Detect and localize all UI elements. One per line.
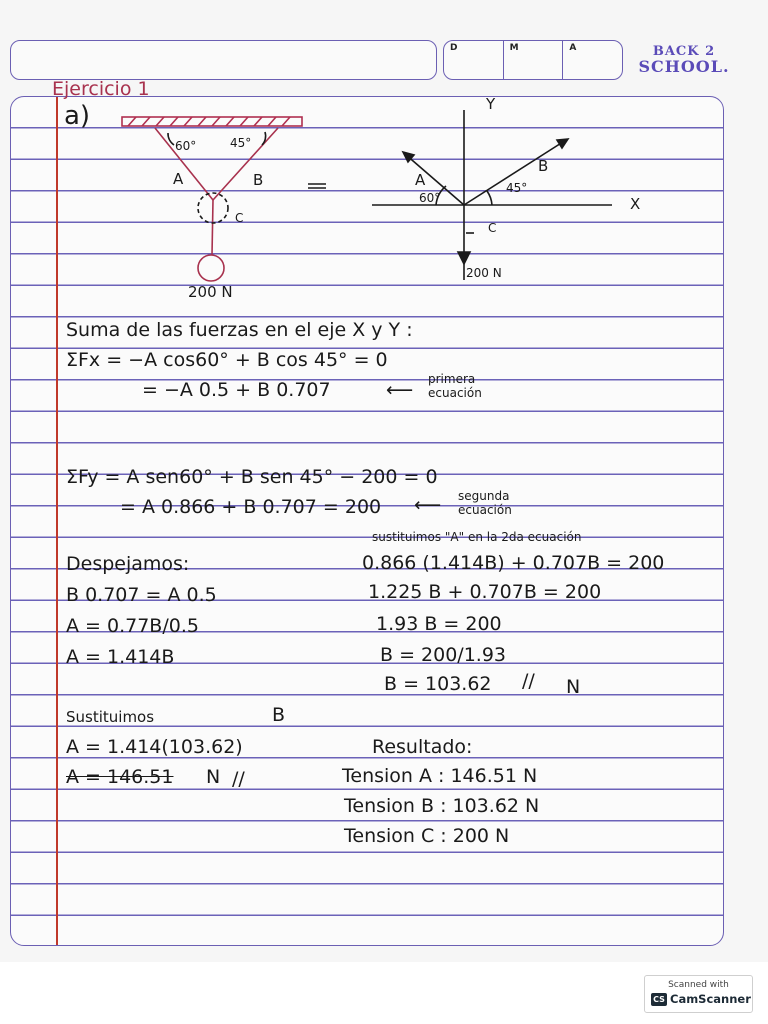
date-month-cell: M — [504, 41, 564, 79]
results-title: Resultado: — [372, 736, 473, 758]
result-b-unit: N — [566, 676, 581, 698]
exercise-title: Ejercicio 1 — [52, 78, 150, 100]
sum-fy: ΣFy = A sen60° + B sen 45° − 200 = 0 — [66, 466, 438, 488]
tension-b: Tension B : 103.62 N — [344, 795, 540, 817]
result-b-value: B = 103.62 — [384, 673, 492, 695]
load-label: 200 N — [188, 283, 233, 301]
vector-load-label: 200 N — [466, 266, 502, 280]
angle-left-label: 60° — [175, 139, 197, 153]
vector-b-angle: 45° — [506, 181, 528, 195]
vector-a-label: A — [415, 171, 426, 189]
camscanner-logo-icon: CS — [651, 993, 667, 1006]
substitution-title: sustituimos "A" en la 2da ecuación — [372, 530, 582, 544]
isolate-step-2: A = 0.77B/0.5 — [66, 615, 199, 637]
substitute-variable: B — [272, 704, 286, 726]
free-body-sketch — [122, 117, 302, 281]
a-value: A = 146.51 — [66, 766, 174, 788]
tension-c: Tension C : 200 N — [344, 825, 510, 847]
sum-fx: ΣFx = −A cos60° + B cos 45° = 0 — [66, 349, 388, 371]
angle-right-label: 45° — [230, 136, 252, 150]
note-first-equation: primera ecuación — [428, 372, 482, 400]
sum-fy-reduced: = A 0.866 + B 0.707 = 200 — [120, 496, 382, 518]
date-day-cell: D — [444, 41, 504, 79]
note-second-equation: segunda ecuación — [458, 489, 512, 517]
sum-intro: Suma de las fuerzas en el eje X y Y : — [66, 319, 413, 341]
part-label: a) — [64, 101, 91, 131]
brand-logo: BACK 2 SCHOOL. — [638, 44, 730, 76]
result-step-1: 0.866 (1.414B) + 0.707B = 200 — [362, 552, 665, 574]
isolate-title: Despejamos: — [66, 553, 190, 575]
vector-c-label: C — [488, 221, 497, 235]
sum-fx-reduced: = −A 0.5 + B 0.707 — [142, 379, 331, 401]
tension-a: Tension A : 146.51 N — [342, 765, 538, 787]
vector-b-label: B — [538, 157, 549, 175]
arrow-left-icon: ⟵ — [414, 494, 442, 516]
underline-mark: // — [522, 670, 535, 692]
a-unit: N — [206, 766, 221, 788]
underline-mark: // — [232, 768, 245, 790]
axis-x-label: X — [630, 195, 641, 213]
rope-a-label: A — [173, 170, 184, 188]
vector-diagram — [308, 110, 612, 280]
a-substitution: A = 1.414(103.62) — [66, 736, 243, 758]
result-step-2: 1.225 B + 0.707B = 200 — [368, 581, 602, 603]
result-step-4: B = 200/1.93 — [380, 644, 507, 666]
rope-b-label: B — [253, 171, 264, 189]
arrow-left-icon: ⟵ — [386, 379, 414, 401]
substitute-label: Sustituimos — [66, 708, 155, 726]
axis-y-label: Y — [486, 95, 496, 113]
isolate-step-1: B 0.707 = A 0.5 — [66, 584, 217, 606]
result-step-3: 1.93 B = 200 — [376, 613, 502, 635]
isolate-step-3: A = 1.414B — [66, 646, 175, 668]
camscanner-watermark: Scanned with CS CamScanner — [644, 975, 753, 1013]
vector-a-angle: 60° — [419, 191, 441, 205]
date-year-cell: A — [569, 43, 577, 53]
knot-c-label: C — [235, 211, 244, 225]
